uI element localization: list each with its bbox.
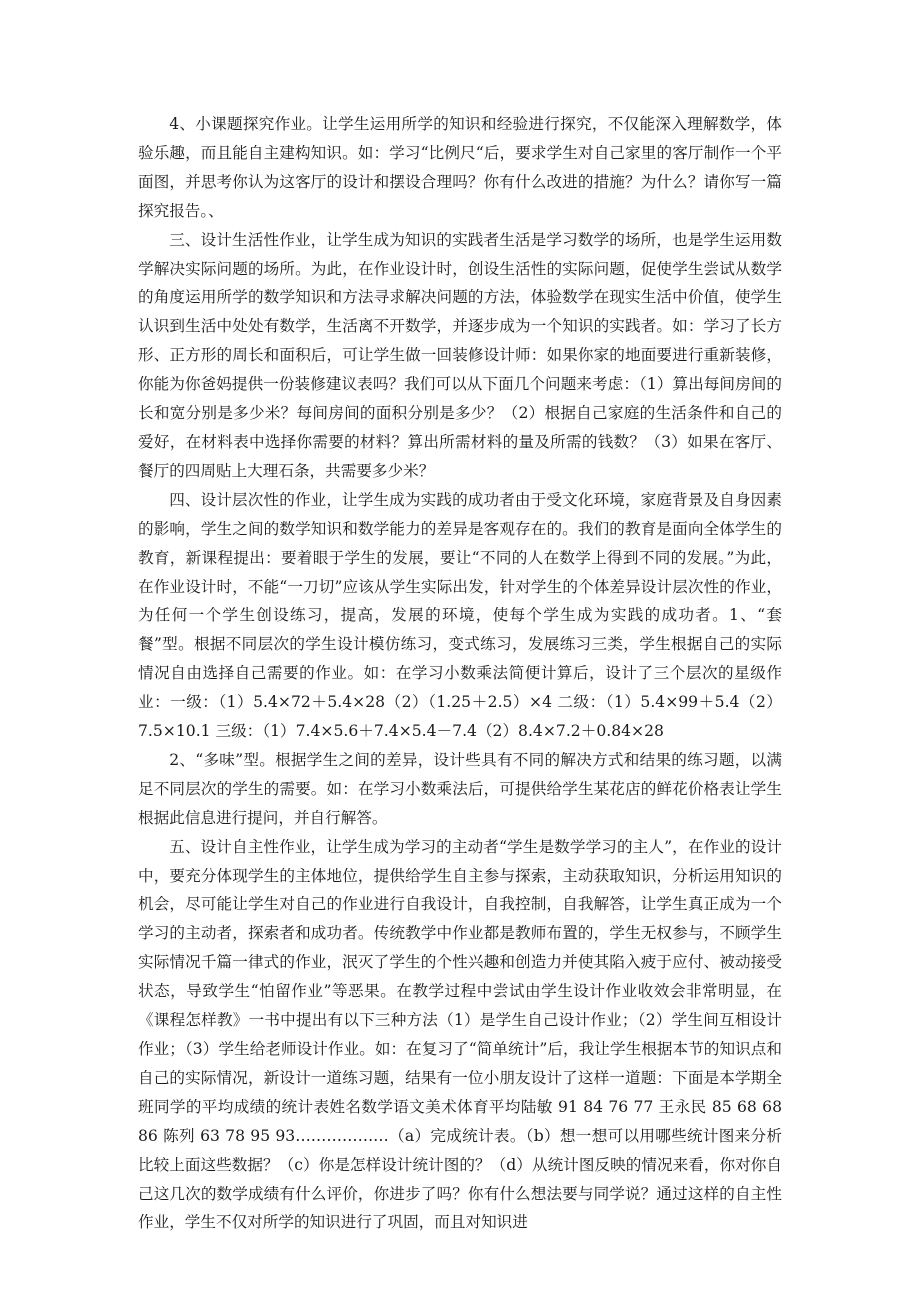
paragraph-multi-flavor: 2、“多味”型。根据学生之间的差异，设计些具有不同的解决方式和结果的练习题，以满足不同层次的学生的需要。如：在学习小数乘法后，可提供给学生某花店的鲜花价格表让学生根据此信息进行提问，并自行解答。 [138, 750, 782, 827]
document-body [138, 110, 782, 1237]
paragraph-layered-homework: 四、设计层次性的作业，让学生成为实践的成功者由于受文化环境，家庭背景及自身因素的影响，学生之间的数学知识和数学能力的差异是客观存在的。我们的教育是面向全体学生的教育，新课程提出：要着眼于学生的发展，要让“不同的人在数学上得到不同的发展。”为此，在作业设计时，不能“一刀切”应该从学生实际出发，针对学生的个体差异设计层次性的作业，为任何一个学生创设练习，提高，发展的环境，使每个学生成为实践的成功者。1、“套餐”型。根据不同层次的学生设计模仿练习，变式练习，发展练习三类，学生根据自己的实际情况自由选择自己需要的作业。如：在学习小数乘法简便计算后，设计了三个层次的星级作业：一级：（1）5.4×72＋5.4×28（2）（1.25＋2.5）×4 二级：（1）5.4×99＋5.4（2）7.5×10.1 三级：（1）7.4×5.6＋7.4×5.4－7.4（2）8.4×7.2＋0.84×28 [138, 490, 782, 741]
paragraph-topic-inquiry: 4、小课题探究作业。让学生运用所学的知识和经验进行探究，不仅能深入理解数学，体验乐趣，而且能自主建构知识。如：学习“比例尺“后，要求学生对自己家里的客厅制作一个平面图，并思考你认为这客厅的设计和摆设合理吗？你有什么改进的措施？为什么？请你写一篇探究报告。、 [138, 115, 782, 220]
paragraph-autonomous-homework: 五、设计自主性作业，让学生成为学习的主动者“学生是数学学习的主人”，在作业的设计中，要充分体现学生的主体地位，提供给学生自主参与探索，主动获取知识，分析运用知识的机会，尽可能让学生对自己的作业进行自我设计，自我控制，自我解答，让学生真正成为一个学习的主动者，探索者和成功者。传统教学中作业都是教师布置的，学生无权参与，不顾学生实际情况千篇一律式的作业，泯灭了学生的个性兴趣和创造力并使其陷入疲于应付、被动接受状态，导致学生“怕留作业”等恶果。在教学过程中尝试由学生设计作业收效会非常明显，在《课程怎样教》一书中提出有以下三种方法（1）是学生自己设计作业；（2）学生间互相设计作业；（3）学生给老师设计作业。如：在复习了“简单统计”后，我让学生根据本节的知识点和自己的实际情况，新设计一道练习题，结果有一位小朋友设计了这样一道题：下面是本学期全班同学的平均成绩的统计表姓名数学语文美术体育平均陆敏 91 84 76 77 王永民 85 68 68 86 陈列 63 78 95 93………………（a）完成统计表。（b）想一想可以用哪些统计图来分析比较上面这些数据？（c）你是怎样设计统计图的？（d）从统计图反映的情况来看，你对你自己这几次的数学成绩有什么评价，你进步了吗？你有什么想法要与同学说？通过这样的自主性作业，学生不仅对所学的知识进行了巩固，而且对知识进 [138, 837, 782, 1232]
paragraph-life-homework: 三、设计生活性作业，让学生成为知识的实践者生活是学习数学的场所，也是学生运用数学解决实际问题的场所。为此，在作业设计时，创设生活性的实际问题，促使学生尝试从数学的角度运用所学的数学知识和方法寻求解决问题的方法，体验数学在现实生活中价值，使学生认识到生活中处处有数学，生活离不开数学，并逐步成为一个知识的实践者。如：学习了长方形、正方形的周长和面积后，可让学生做一回装修设计师：如果你家的地面要进行重新装修，你能为你爸妈提供一份装修建议表吗？我们可以从下面几个问题来考虑：（1）算出每间房间的长和宽分别是多少米？每间房间的面积分别是多少？（2）根据自己家庭的生活条件和自己的爱好，在材料表中选择你需要的材料？算出所需材料的量及所需的钱数？（3）如果在客厅、餐厅的四周贴上大理石条，共需要多少米？ [138, 230, 782, 480]
